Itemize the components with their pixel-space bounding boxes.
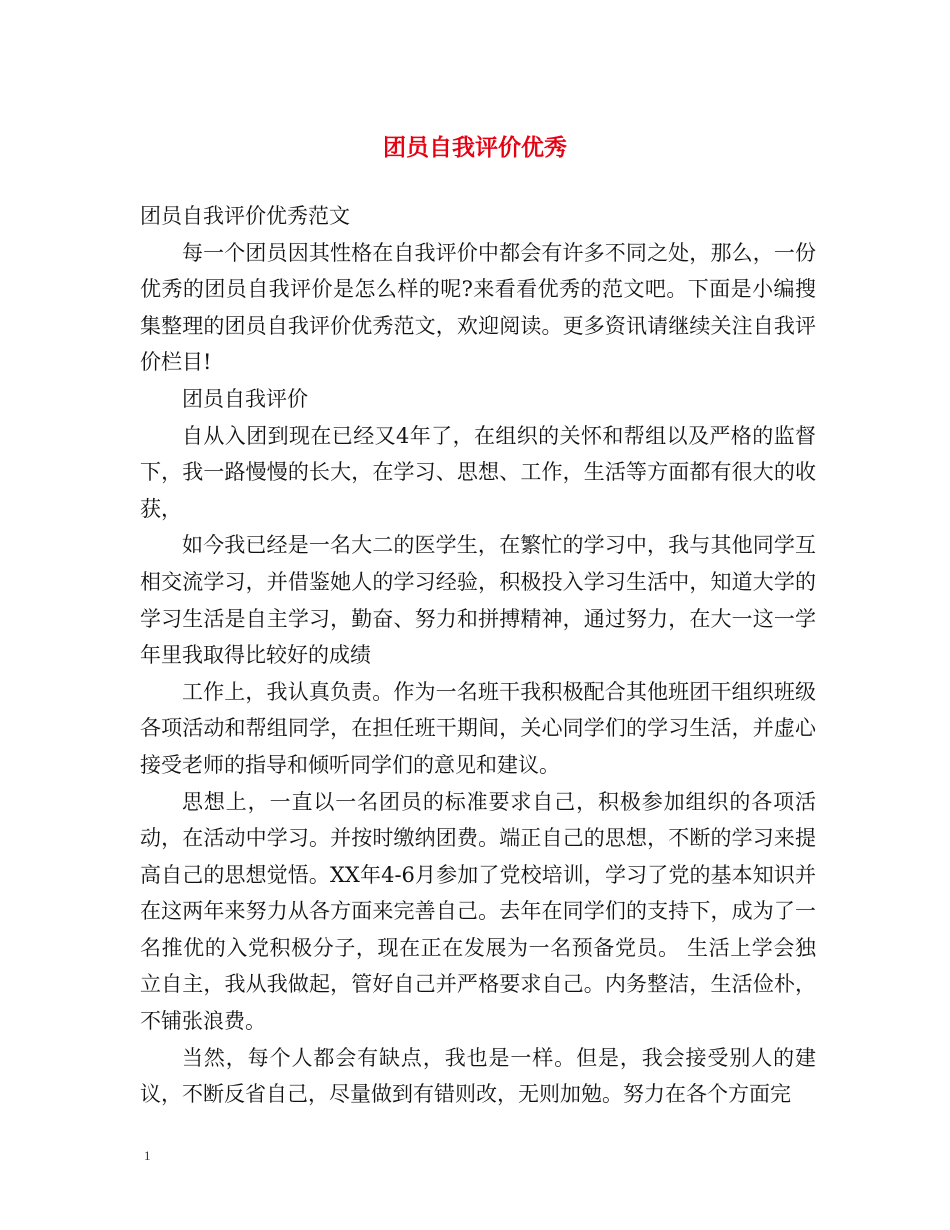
document-title: 团员自我评价优秀 bbox=[383, 134, 567, 161]
page-number: 1 bbox=[144, 1148, 151, 1163]
paragraph: 思想上，一直以一名团员的标准要求自己，积极参加组织的各项活动，在活动中学习。并按时缴纳团费。端正自己的思想，不断的学习来提高自己的思想觉悟。XX年4-6月参加了党校培训，学习了党的基本知识并在这两年来努力从各方面来完善自己。去年在同学们的支持下，成为了一名推优的入党积极分子，现在正在发展为一名预备党员。 生活上学会独立自主，我从我做起，管好自己并严格要求自己。内务整洁，生活俭朴，不铺张浪费。 bbox=[140, 789, 816, 1034]
paragraph: 如今我已经是一名大二的医学生，在繁忙的学习中，我与其他同学互相交流学习，并借鉴她人的学习经验，积极投入学习生活中，知道大学的学习生活是自主学习，勤奋、努力和拼搏精神，通过努力，在大一这一学年里我取得比较好的成绩 bbox=[140, 533, 816, 668]
paragraph: 当然，每个人都会有缺点，我也是一样。但是，我会接受别人的建议，不断反省自己，尽量做到有错则改，无则加勉。努力在各个方面完 bbox=[140, 1045, 816, 1107]
paragraph: 自从入团到现在已经又4年了，在组织的关怀和帮组以及严格的监督下，我一路慢慢的长大，在学习、思想、工作，生活等方面都有很大的收获， bbox=[140, 423, 816, 521]
paragraph-heading: 团员自我评价 bbox=[182, 386, 308, 411]
paragraph: 工作上，我认真负责。作为一名班干我积极配合其他班团干组织班级各项活动和帮组同学，在担任班干期间，关心同学们的学习生活，并虚心接受老师的指导和倾听同学们的意见和建议。 bbox=[140, 679, 816, 777]
paragraph-subtitle: 团员自我评价优秀范文 bbox=[140, 204, 350, 228]
document-body bbox=[140, 198, 816, 1113]
paragraph-intro: 每一个团员因其性格在自我评价中都会有许多不同之处，那么，一份优秀的团员自我评价是怎么样的呢?来看看优秀的范文吧。下面是小编搜集整理的团员自我评价优秀范文，欢迎阅读。更多资讯请继续关注自我评价栏目! bbox=[140, 240, 816, 375]
